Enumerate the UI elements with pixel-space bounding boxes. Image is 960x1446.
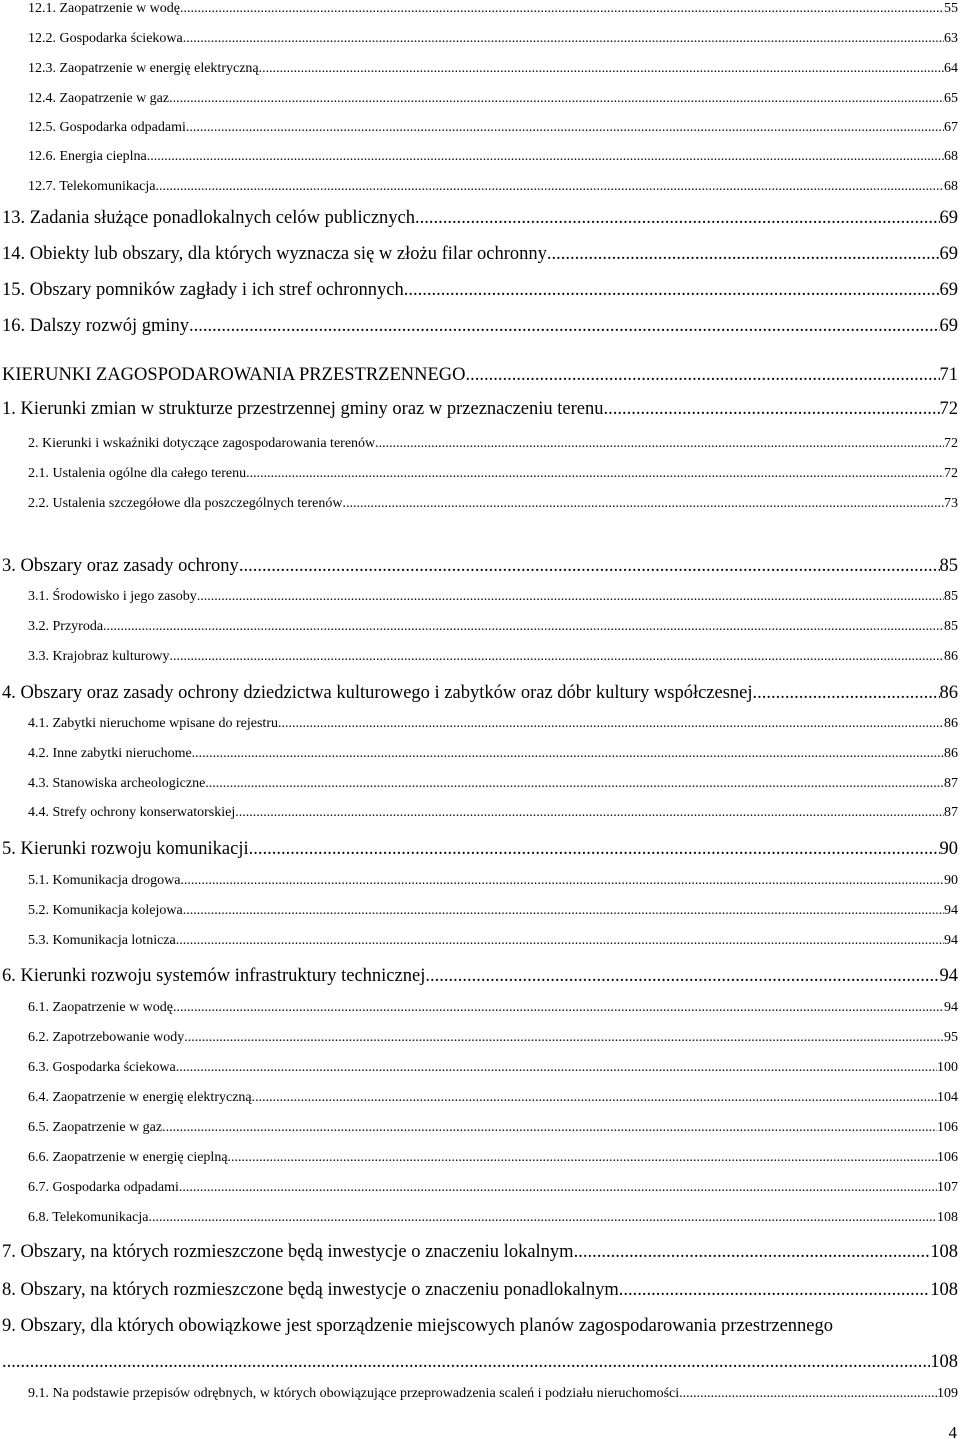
toc-entry[interactable] bbox=[2, 967, 958, 986]
toc-entry-page: 65 bbox=[944, 91, 958, 106]
toc-entry[interactable] bbox=[28, 777, 958, 791]
toc-entry-page: 67 bbox=[944, 120, 958, 135]
toc-dot-leader bbox=[169, 92, 944, 106]
toc-dot-leader bbox=[148, 1211, 937, 1225]
toc-entry[interactable] bbox=[28, 437, 958, 451]
toc-entry-page: 63 bbox=[944, 31, 958, 46]
toc-entry-page: 104 bbox=[937, 1090, 958, 1105]
toc-entry[interactable] bbox=[28, 1151, 958, 1165]
toc-entry-label: 2.1. Ustalenia ogólne dla całego terenu bbox=[28, 466, 247, 481]
toc-dot-leader bbox=[619, 1281, 930, 1300]
toc-dot-leader bbox=[466, 366, 940, 385]
toc-entry-label: 4. Obszary oraz zasady ochrony dziedzictwa kulturowego i zabytków oraz dóbr kultury współczesnej bbox=[2, 683, 753, 703]
toc-entry[interactable] bbox=[28, 874, 958, 888]
toc-entry[interactable] bbox=[28, 150, 958, 164]
toc-entry-page: 68 bbox=[944, 149, 958, 164]
toc-entry-label: 5.3. Komunikacja lotnicza bbox=[28, 933, 176, 948]
toc-dot-leader bbox=[183, 904, 944, 918]
toc-entry[interactable] bbox=[28, 1211, 958, 1225]
toc-dot-leader bbox=[574, 1243, 931, 1262]
toc-entry-label: 16. Dalszy rozwój gminy bbox=[2, 316, 190, 336]
toc-entry[interactable] bbox=[28, 1121, 958, 1135]
toc-entry-label: 12.1. Zaopatrzenie w wodę bbox=[28, 1, 180, 16]
toc-entry-page: 108 bbox=[930, 1352, 958, 1372]
toc-entry-label: 12.6. Energia cieplna bbox=[28, 149, 147, 164]
toc-entry-label: 6.8. Telekomunikacja bbox=[28, 1210, 149, 1225]
toc-entry-page: 108 bbox=[930, 1242, 958, 1262]
toc-entry-page: 106 bbox=[937, 1150, 958, 1165]
toc-dot-leader bbox=[415, 209, 939, 228]
toc-entry-label: 6.2. Zapotrzebowanie wody bbox=[28, 1030, 185, 1045]
toc-entry-page: 85 bbox=[944, 589, 958, 604]
toc-entry-page: 95 bbox=[944, 1030, 958, 1045]
toc-entry[interactable] bbox=[28, 180, 958, 194]
toc-dot-leader bbox=[375, 437, 944, 451]
toc-entry-page: 73 bbox=[944, 496, 958, 511]
toc-dot-leader bbox=[343, 497, 945, 511]
toc-entry-page: 69 bbox=[939, 208, 958, 228]
toc-entry[interactable] bbox=[28, 1061, 958, 1075]
toc-entry[interactable] bbox=[2, 840, 958, 859]
toc-entry[interactable] bbox=[28, 806, 958, 820]
toc-entry[interactable] bbox=[28, 1181, 958, 1195]
toc-entry[interactable] bbox=[28, 62, 958, 76]
toc-entry-page: 108 bbox=[937, 1210, 958, 1225]
toc-entry-label: 13. Zadania służące ponadlokalnych celów publicznych bbox=[2, 208, 416, 228]
toc-entry[interactable] bbox=[2, 209, 958, 228]
toc-dot-leader bbox=[239, 557, 940, 576]
toc-entry-page: 55 bbox=[944, 1, 958, 16]
toc-entry-page: 69 bbox=[939, 244, 958, 264]
toc-entry-label: 9. Obszary, dla których obowiązkowe jest sporządzenie miejscowych planów zagospodarowania przestrzennego bbox=[2, 1316, 834, 1336]
toc-entry-page: 106 bbox=[937, 1120, 958, 1135]
toc-entry[interactable] bbox=[28, 1001, 958, 1015]
toc-entry-label: 4.3. Stanowiska archeologiczne bbox=[28, 776, 206, 791]
toc-entry[interactable] bbox=[28, 467, 958, 481]
toc-dot-leader bbox=[183, 32, 944, 46]
toc-entry[interactable] bbox=[2, 557, 958, 576]
toc-entry[interactable] bbox=[28, 590, 958, 604]
toc-entry-page: 86 bbox=[944, 746, 958, 761]
toc-dot-leader bbox=[184, 1031, 944, 1045]
toc-dot-leader bbox=[189, 317, 939, 336]
toc-entry-label: 1. Kierunki zmian w strukturze przestrzennej gminy oraz w przeznaczeniu terenu bbox=[2, 399, 604, 419]
toc-dot-leader bbox=[147, 150, 944, 164]
toc-dot-leader bbox=[197, 590, 944, 604]
toc-dot-leader bbox=[246, 467, 944, 481]
toc-dot-leader bbox=[192, 747, 944, 761]
toc-dot-leader bbox=[425, 967, 939, 986]
toc-entry-page: 87 bbox=[944, 776, 958, 791]
toc-entry-page: 85 bbox=[944, 619, 958, 634]
toc-entry[interactable] bbox=[28, 717, 958, 731]
toc-entry-page: 64 bbox=[944, 61, 958, 76]
toc-entry-page: 109 bbox=[937, 1386, 958, 1401]
toc-entry[interactable] bbox=[2, 281, 958, 300]
toc-entry-label: 4.1. Zabytki nieruchome wpisane do rejestru bbox=[28, 716, 278, 731]
toc-entry-label: 6.3. Gospodarka ściekowa bbox=[28, 1060, 176, 1075]
page-number: 4 bbox=[948, 1423, 957, 1442]
toc-entry-page: 72 bbox=[944, 466, 958, 481]
toc-entry-label: 6.6. Zaopatrzenie w energię cieplną bbox=[28, 1150, 228, 1165]
toc-entry-label: 5.2. Komunikacja kolejowa bbox=[28, 903, 183, 918]
toc-entry-page: 69 bbox=[939, 280, 958, 300]
toc-dot-leader bbox=[173, 1001, 944, 1015]
toc-entry-page: 86 bbox=[944, 716, 958, 731]
toc-entry-label: 12.3. Zaopatrzenie w energię elektryczną bbox=[28, 61, 259, 76]
toc-entry-label: 12.5. Gospodarka odpadami bbox=[28, 120, 186, 135]
toc-dot-leader bbox=[155, 180, 944, 194]
toc-entry-label: 3.1. Środowisko i jego zasoby bbox=[28, 589, 197, 604]
toc-entry-label: 15. Obszary pomników zagłady i ich stref ochronnych bbox=[2, 280, 404, 300]
toc-entry[interactable] bbox=[28, 650, 958, 664]
toc-entry-label: 6.5. Zaopatrzenie w gaz bbox=[28, 1120, 163, 1135]
toc-dot-leader bbox=[176, 934, 944, 948]
toc-entry[interactable] bbox=[28, 32, 958, 46]
toc-entry-page: 85 bbox=[939, 556, 958, 576]
toc-entry-label: 4.4. Strefy ochrony konserwatorskiej bbox=[28, 805, 236, 820]
toc-entry-page: 69 bbox=[939, 316, 958, 336]
toc-dot-leader bbox=[228, 1151, 937, 1165]
toc-entry[interactable] bbox=[2, 366, 958, 385]
toc-entry-page: 94 bbox=[944, 1000, 958, 1015]
toc-entry-label: 4.2. Inne zabytki nieruchome bbox=[28, 746, 192, 761]
toc-entry[interactable] bbox=[28, 1091, 958, 1105]
toc-entry-page: 68 bbox=[944, 179, 958, 194]
toc-entry[interactable] bbox=[28, 1031, 958, 1045]
toc-dot-leader bbox=[604, 400, 940, 419]
toc-entry-continuation bbox=[2, 1353, 958, 1372]
toc-entry[interactable] bbox=[28, 934, 958, 948]
toc-entry-page: 94 bbox=[944, 903, 958, 918]
toc-entry-label: 6.4. Zaopatrzenie w energię elektryczną bbox=[28, 1090, 252, 1105]
toc-entry[interactable] bbox=[2, 1281, 958, 1300]
toc-dot-leader bbox=[679, 1387, 937, 1401]
toc-dot-leader bbox=[176, 1061, 937, 1075]
toc-entry-page: 86 bbox=[944, 649, 958, 664]
toc-entry-label: 3.2. Przyroda bbox=[28, 619, 104, 634]
toc-entry-page: 90 bbox=[944, 873, 958, 888]
toc-dot-leader bbox=[162, 1121, 937, 1135]
toc-entry-page: 71 bbox=[939, 365, 958, 385]
toc-dot-leader bbox=[103, 620, 944, 634]
toc-entry-label: 7. Obszary, na których rozmieszczone będą inwestycje o znaczeniu lokalnym bbox=[2, 1242, 574, 1262]
toc-entry-label: 3.3. Krajobraz kulturowy bbox=[28, 649, 170, 664]
toc-dot-leader bbox=[259, 62, 944, 76]
toc-entry[interactable] bbox=[28, 92, 958, 106]
toc-entry-label: 5. Kierunki rozwoju komunikacji bbox=[2, 839, 249, 859]
toc-dot-leader bbox=[252, 1091, 937, 1105]
toc-entry[interactable] bbox=[2, 317, 958, 336]
toc-dot-leader bbox=[179, 1181, 937, 1195]
toc-entry-page: 100 bbox=[937, 1060, 958, 1075]
toc-entry[interactable] bbox=[28, 1387, 958, 1401]
toc-entry-label: 2.2. Ustalenia szczegółowe dla poszczególnych terenów bbox=[28, 496, 343, 511]
toc-dot-leader bbox=[404, 281, 940, 300]
toc-entry[interactable] bbox=[2, 684, 958, 703]
toc-dot-leader bbox=[170, 650, 944, 664]
toc-entry-page: 86 bbox=[939, 683, 958, 703]
toc-dot-leader bbox=[205, 777, 944, 791]
toc-dot-leader bbox=[2, 1353, 930, 1372]
toc-entry-label: 6.1. Zaopatrzenie w wodę bbox=[28, 1000, 173, 1015]
toc-dot-leader bbox=[180, 2, 944, 16]
toc-entry[interactable] bbox=[28, 747, 958, 761]
toc-entry-label: KIERUNKI ZAGOSPODAROWANIA PRZESTRZENNEGO bbox=[2, 365, 466, 385]
toc-entry[interactable] bbox=[2, 1317, 960, 1336]
toc-entry[interactable] bbox=[28, 620, 958, 634]
toc-entry-label: 12.2. Gospodarka ściekowa bbox=[28, 31, 183, 46]
toc-dot-leader bbox=[235, 806, 944, 820]
toc-entry-page: 108 bbox=[930, 1280, 958, 1300]
toc-entry-label: 9.1. Na podstawie przepisów odrębnych, w których obowiązujące przeprowadzenia scaleń i podziału nieruchomości bbox=[28, 1386, 680, 1401]
toc-entry-label: 5.1. Komunikacja drogowa bbox=[28, 873, 181, 888]
toc-dot-leader bbox=[249, 840, 940, 859]
toc-entry-label: 2. Kierunki i wskaźniki dotyczące zagospodarowania terenów bbox=[28, 436, 376, 451]
toc-entry[interactable] bbox=[28, 2, 958, 16]
toc-entry-label: 3. Obszary oraz zasady ochrony bbox=[2, 556, 239, 576]
toc-dot-leader bbox=[547, 245, 940, 264]
toc-entry[interactable] bbox=[2, 245, 958, 264]
toc-entry-page: 72 bbox=[944, 436, 958, 451]
toc-entry[interactable] bbox=[28, 497, 958, 511]
toc-entry-label: 14. Obiekty lub obszary, dla których wyznacza się w złożu filar ochronny bbox=[2, 244, 547, 264]
toc-entry-label: 12.4. Zaopatrzenie w gaz bbox=[28, 91, 170, 106]
toc-entry-page: 90 bbox=[939, 839, 958, 859]
toc-entry-label: 8. Obszary, na których rozmieszczone będą inwestycje o znaczeniu ponadlokalnym bbox=[2, 1280, 619, 1300]
toc-entry-label: 12.7. Telekomunikacja bbox=[28, 179, 156, 194]
toc-entry[interactable] bbox=[28, 904, 958, 918]
toc-dot-leader bbox=[186, 121, 944, 135]
toc-entry-page: 72 bbox=[939, 399, 958, 419]
toc-entry-page: 87 bbox=[944, 805, 958, 820]
toc-dot-leader bbox=[180, 874, 944, 888]
toc-entry-label: 6. Kierunki rozwoju systemów infrastruktury technicznej bbox=[2, 966, 426, 986]
toc-dot-leader bbox=[278, 717, 944, 731]
toc-entry-page: 94 bbox=[939, 966, 958, 986]
toc-entry[interactable] bbox=[2, 1243, 958, 1262]
toc-entry-page: 94 bbox=[944, 933, 958, 948]
toc-entry-label: 6.7. Gospodarka odpadami bbox=[28, 1180, 179, 1195]
toc-entry[interactable] bbox=[28, 121, 958, 135]
toc-entry[interactable] bbox=[2, 400, 958, 419]
toc-entry-page: 107 bbox=[937, 1180, 958, 1195]
toc-dot-leader bbox=[753, 684, 940, 703]
